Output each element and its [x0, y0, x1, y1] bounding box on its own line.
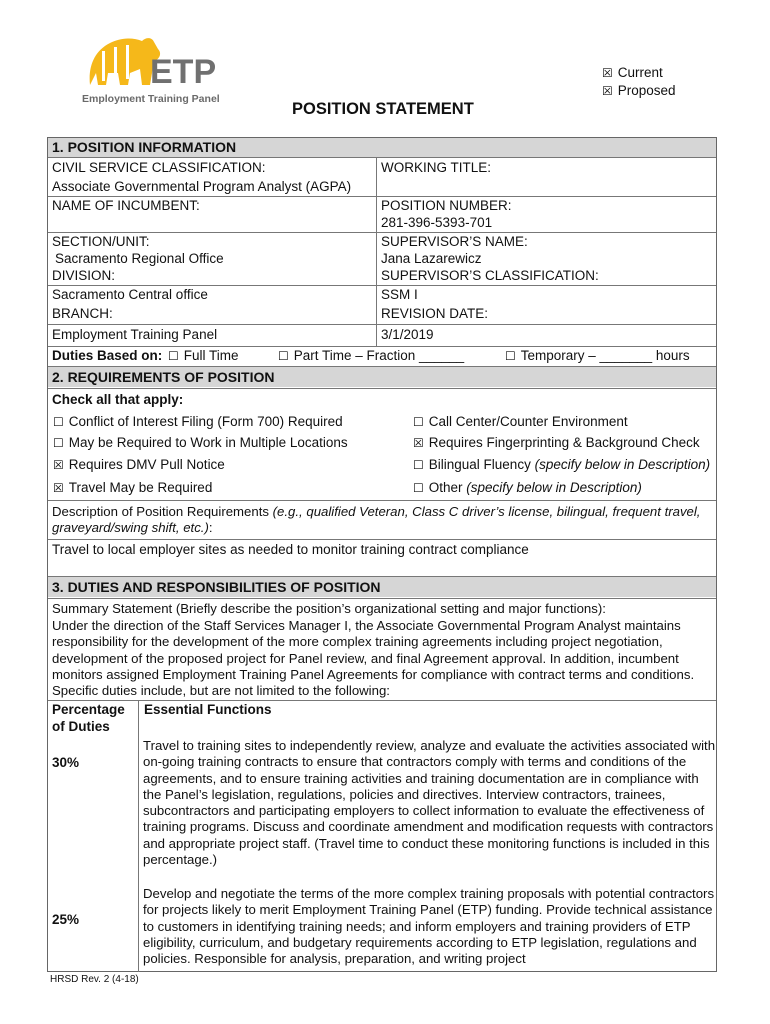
divider: [48, 500, 716, 501]
checkbox-icon[interactable]: ☒: [413, 436, 424, 450]
summary-text[interactable]: Under the direction of the Staff Services Manager I, the Associate Governmental Program Analyst maintains responsibility for the development of the more complex training agreements including project negotiation, development of the proposed project for Panel review, and final Agreement approval. In addition, incumbent monitors assigned Employment Training Panel Agreements for compliance with contract terms and conditions. Specific duties include, but are not limited to the following:: [52, 618, 695, 699]
percentage-header: Percentage: [52, 702, 125, 717]
section-unit-label: SECTION/UNIT:: [52, 234, 150, 249]
page-title: POSITION STATEMENT: [292, 100, 474, 118]
section1-heading: 1. POSITION INFORMATION: [48, 138, 716, 157]
duty-percent: 30%: [52, 755, 80, 770]
description-label: Description of Position Requirements (e.g., qualified Veteran, Class C driver’s license, bilingual, frequent travel, graveyard/swing shift, etc.):: [52, 504, 701, 536]
position-number-label: POSITION NUMBER:: [381, 198, 512, 213]
requirement-item[interactable]: [413, 480, 642, 495]
section3-heading: 3. DUTIES AND RESPONSIBILITIES OF POSITION: [48, 577, 716, 597]
section-unit-value[interactable]: Sacramento Regional Office: [55, 251, 224, 266]
requirement-label: Travel May be Required: [68, 480, 213, 495]
divider: [48, 598, 716, 599]
requirement-item[interactable]: [413, 414, 628, 429]
requirement-item[interactable]: [53, 435, 348, 450]
requirement-item[interactable]: [53, 414, 343, 429]
division-value[interactable]: Sacramento Central office: [52, 287, 208, 302]
checkbox-icon[interactable]: ☐: [413, 481, 424, 495]
checkbox-icon[interactable]: ☐: [53, 415, 64, 429]
column-divider: [138, 701, 139, 972]
requirement-label: Requires Fingerprinting & Background Check: [428, 435, 700, 450]
full-time-option[interactable]: [168, 348, 239, 363]
footer-revision: HRSD Rev. 2 (4-18): [50, 974, 139, 985]
checkbox-icon[interactable]: ☒: [53, 458, 64, 472]
requirement-label: May be Required to Work in Multiple Locations: [68, 435, 348, 450]
current-label: Current: [617, 65, 663, 80]
branch-value[interactable]: Employment Training Panel: [52, 327, 218, 342]
division-label: DIVISION:: [52, 268, 116, 283]
duty-text[interactable]: Travel to training sites to independently review, analyze and evaluate the activities associated with on-going training contracts to ensure that contractors comply with terms and conditions of the agreements, and to ensure training activities and training documentation are in compliance with the Panel’s legislation, regulations, policies and directives. Interview contractors, trainees, subcontractors and participating employers to collect information to evaluate the effectiveness of training programs. Discuss and coordinate amendment and modification requests with contractors and appropriate project staff. (Travel time to conduct these monitoring functions is included in this percentage.): [143, 738, 716, 868]
divider: [48, 388, 716, 389]
divider: [48, 700, 716, 701]
requirement-item[interactable]: [53, 457, 225, 472]
temporary-label: Temporary – _______ hours: [520, 348, 690, 363]
section2-heading: 2. REQUIREMENTS OF POSITION: [48, 367, 716, 387]
check-all-label: Check all that apply:: [52, 392, 184, 407]
temporary-option[interactable]: [505, 348, 690, 363]
duty-percent: 25%: [52, 912, 80, 927]
divider: [48, 157, 716, 158]
proposed-option[interactable]: [602, 83, 676, 98]
divider: [48, 285, 716, 286]
requirement-item[interactable]: [413, 435, 700, 450]
divider: [48, 346, 716, 347]
supervisor-class-label: SUPERVISOR’S CLASSIFICATION:: [381, 268, 599, 283]
current-option[interactable]: [602, 65, 663, 80]
incumbent-label: NAME OF INCUMBENT:: [52, 198, 200, 213]
working-title-label: WORKING TITLE:: [381, 160, 492, 175]
civil-service-value[interactable]: Associate Governmental Program Analyst (AGPA): [52, 179, 352, 194]
proposed-checkbox-icon[interactable]: ☒: [602, 84, 613, 98]
requirement-note: (specify below in Description): [534, 457, 711, 472]
duty-text[interactable]: Develop and negotiate the terms of the more complex training proposals with potential contractors for projects likely to merit Employment Training Panel (ETP) funding. Provide technical assistance to customers in identifying training needs; and inform employers and training providers of ETP eligibility, curriculum, and budgetary requirements according to ETP legislation, regulations and policies. Responsible for analysis, preparation, and writing project: [143, 886, 715, 967]
part-time-option[interactable]: [278, 348, 464, 363]
full-time-label: Full Time: [183, 348, 239, 363]
part-time-label: Part Time – Fraction ______: [293, 348, 465, 363]
part-time-checkbox-icon[interactable]: ☐: [278, 349, 289, 363]
revision-date-value[interactable]: 3/1/2019: [381, 327, 434, 342]
position-number-value[interactable]: 281-396-5393-701: [381, 215, 493, 230]
column-divider: [376, 157, 377, 347]
divider: [48, 196, 716, 197]
supervisor-name-label: SUPERVISOR’S NAME:: [381, 234, 528, 249]
requirement-label: Bilingual Fluency: [428, 457, 531, 472]
requirement-label: Call Center/Counter Environment: [428, 414, 628, 429]
checkbox-icon[interactable]: ☐: [53, 436, 64, 450]
requirement-note: (specify below in Description): [466, 480, 642, 495]
divider: [48, 324, 716, 325]
description-value[interactable]: Travel to local employer sites as needed to monitor training contract compliance: [52, 542, 529, 557]
logo-text: ETP: [150, 53, 217, 91]
divider: [48, 232, 716, 233]
full-time-checkbox-icon[interactable]: ☐: [168, 349, 179, 363]
proposed-label: Proposed: [617, 83, 676, 98]
essential-functions-header: Essential Functions: [144, 702, 272, 717]
duties-based-label: Duties Based on:: [52, 348, 163, 363]
percentage-header-2: of Duties: [52, 719, 110, 734]
temporary-checkbox-icon[interactable]: ☐: [505, 349, 516, 363]
summary-label: Summary Statement (Briefly describe the position’s organizational setting and major functions):: [52, 601, 606, 616]
checkbox-icon[interactable]: ☒: [53, 481, 64, 495]
supervisor-class-value[interactable]: SSM I: [381, 287, 418, 302]
current-checkbox-icon[interactable]: ☒: [602, 66, 613, 80]
requirement-label: Other: [428, 480, 463, 495]
divider: [48, 539, 716, 540]
revision-date-label: REVISION DATE:: [381, 306, 489, 321]
requirement-item[interactable]: [413, 457, 710, 472]
branch-label: BRANCH:: [52, 306, 113, 321]
logo-caption: Employment Training Panel: [82, 93, 220, 105]
supervisor-name-value[interactable]: Jana Lazarewicz: [381, 251, 482, 266]
requirement-label: Conflict of Interest Filing (Form 700) Required: [68, 414, 343, 429]
checkbox-icon[interactable]: ☐: [413, 415, 424, 429]
requirement-item[interactable]: [53, 480, 212, 495]
requirement-label: Requires DMV Pull Notice: [68, 457, 225, 472]
civil-service-label: CIVIL SERVICE CLASSIFICATION:: [52, 160, 266, 175]
checkbox-icon[interactable]: ☐: [413, 458, 424, 472]
